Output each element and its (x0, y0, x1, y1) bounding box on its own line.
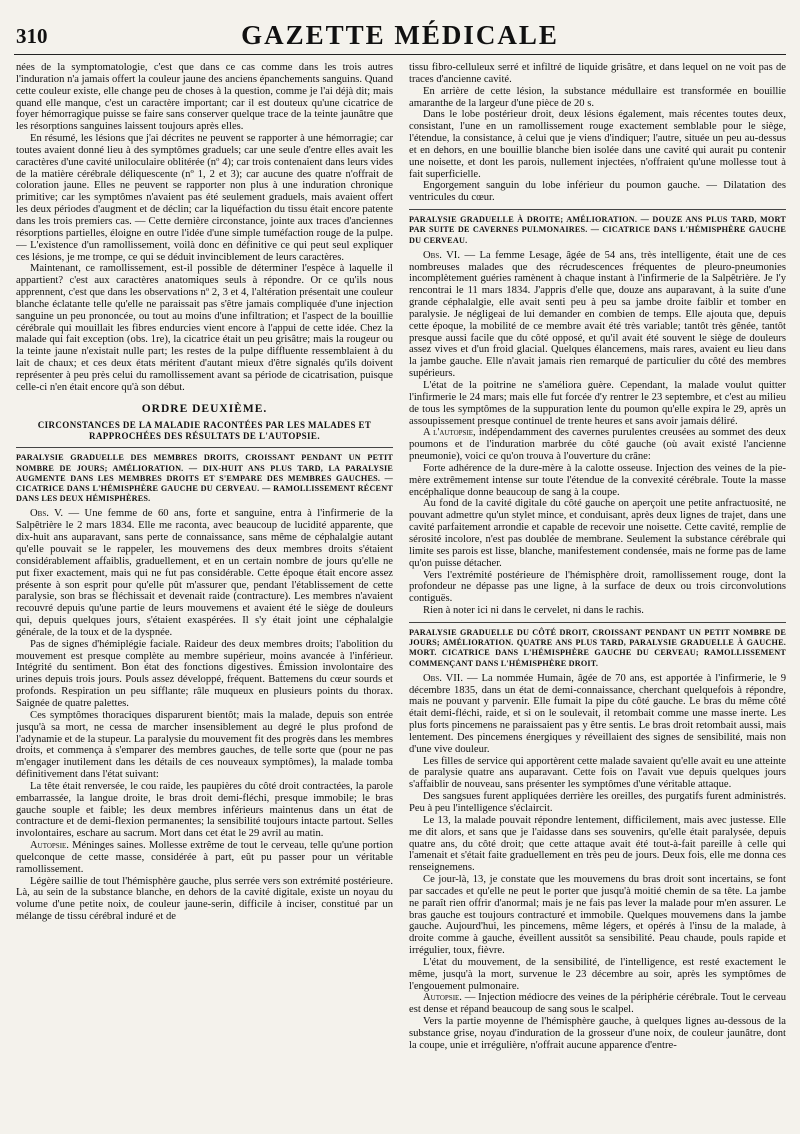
section-subheading: CIRCONSTANCES DE LA MALADIE RACONTÉES PAR LES MALADES ET RAPPROCHÉES DES RÉSULTATS DE L'AUTOPSIE. (37, 420, 372, 442)
section-heading: ORDRE DEUXIÈME. (141, 402, 268, 415)
journal-title: GAZETTE MÉDICALE (241, 20, 559, 50)
paragraph: Les filles de service qui apportèrent cette malade savaient qu'elle avait eu une atteinte de paralysie quatre ans auparavant. Cette fois on l'avait vue depuis quelques jours s'affaiblir de nouveau, sans présenter les symptômes d'une véritable attaque. (409, 755, 786, 791)
observation-label: Obs. VII. (423, 672, 463, 684)
paragraph: Vers la partie moyenne de l'hémisphère gauche, à quelques lignes au-dessous de la substance grise, noyau d'induration de la grosseur d'une noix, de couleur jaunâtre, dont la coupe, unie et irrégulière, n'offrait aucune apparence d'entre- (409, 1016, 786, 1051)
paragraph: Des sangsues furent appliquées derrière les oreilles, des purgatifs furent administrés. Peu à peu l'intelligence s'éclaircit. (409, 791, 786, 814)
autopsy-text: Méninges saines. Mollesse extrême de tout le cerveau, telle qu'une portion quelconque de cette masse, considérée à part, eût pu passer pour un véritable ramollissement. (16, 840, 393, 875)
observation-text: — Une femme de 60 ans, forte et sanguine, entra à l'infirmerie de la Salpêtrière le 2 mars 1834. Elle me raconta, avec beaucoup de lucidité apparente, que dix-huit ans auparavant, sans perte de connaissance, sans même de céphalalgie autant qu'elle pouvait se le rappeler, les mouvemens des deux membres droits s'étaient considérablement affaiblis, graduellement, et en un certain nombre de jours qu'elle ne put fixer exactement, mais qui ne fut pas considérable. Cette époque était encore assez présente à son esprit pour qu'elle pût m'assurer que, pendant l'établissement de cette paralysie, son bras se fléchissait et devenait raide (contracture). Les membres n'avaient recouvré depuis qu'une partie de leurs mouvemens et avaient été le siège de douleurs qui, depuis quelques jours, s'étaient exaspérées. Il s'y était joint une céphalalgie générale, de la toux et de la dyspnée. (16, 508, 393, 638)
paragraph: En résumé, les lésions que j'ai décrites ne peuvent se rapporter à une hémorragie; car toutes avaient donné lieu à des symptômes graduels; car une seule d'entre elles avait les caractères d'une cavité uniloculaire oblitérée (nº 4); car trois contenaient dans leurs vides de la matière cérébrale déliquescente (nº 1, 2 et 3); car aucune des quatre n'offrait de coloration jaune. Elles ne peuvent se rapporter non plus à une induration chronique primitive; car les symptômes n'avaient pas été seulement graduels, mais avaient offert les deux périodes d'augment et de déclin; car la liquéfaction du tissu était encore patente dans les trois premiers cas. — Cette dernière circonstance, jointe aux traces d'anciennes résorptions partielles, éloigne en outre l'idée d'une simple tuméfaction rouge de la pulpe. — L'existence d'un ramollissement, voilà donc en définitive ce qui peut seul expliquer ces lésions, je me trompe, ce qui se déduit invinciblement de leurs caractères. (16, 133, 393, 263)
autopsy-5 (16, 840, 393, 876)
article-body (16, 62, 786, 1126)
paragraph: Vers l'extrémité postérieure de l'hémisphère droit, ramollissement rouge, dont la profondeur ne dépasse pas une ligne, à la surface de deux ou trois circonvolutions contiguës. (409, 569, 786, 605)
paragraph: L'état de la poitrine ne s'améliora guère. Cependant, la malade voulut quitter l'infirmerie le 24 mars; mais elle fut forcée d'y rentrer le 23 septembre, et c'est au milieu de tous les symptômes de la suppuration lente du poumon qu'elle expira le 29, après un assoupissement presque continuel de trente heures et sans avoir jamais déliré. (409, 380, 786, 427)
autopsy-label: A l'autopsie, (423, 427, 476, 439)
autopsy-7 (409, 992, 786, 1016)
observation-text: — La femme Lesage, âgée de 54 ans, très intelligente, était une de ces nombreuses malades que des récrudescences fréquentes de pleuro-pneumonies incomplètement guéries ramènent à chaque instant à l'infirmerie de la Salpêtrière. Je l'y rencontrai le 11 mars 1834. J'appris d'elle que, douze ans auparavant, à la suite d'une grande céphalalgie, elle avait senti peu à peu sa jambe droite faiblir et tomber en paralysie. Je négligeai de lui demander en combien de temps. Elle ajouta que, depuis cette époque, la mobilité de ce membre avait été très variable; tantôt très gênée, tantôt presque aussi facile que du côté opposé, et qu'il avait été souvent le siège de douleurs assez vives et d'un froid glacial. Quelques élancemens, mais rares, avaient eu lieu dans la jambe gauche. Elle n'avait jamais rien remarqué de particulier du côté des membres supérieurs. (409, 249, 786, 380)
left-column (16, 62, 393, 1126)
paragraph: Ces symptômes thoraciques disparurent bientôt; mais la malade, depuis son entrée jusqu'à sa mort, ne cessa de marcher insensiblement au degré le plus profond de l'adynamie et de la stupeur. La paralysie du mouvement fit des progrès dans les membres droits, et commença à s'emparer des membres gauches, de telle sorte que (pour ne pas m'engager inutilement dans les détails de ces nouveaux symptômes), la malade tomba définitivement dans l'état suivant: (16, 709, 393, 781)
autopsy-text: — Injection médiocre des veines de la périphérie cérébrale. Tout le cerveau est dense et répand beaucoup de sang sous le scalpel. (409, 992, 786, 1016)
autopsy-label: Autopsie. (423, 992, 462, 1004)
right-column (409, 62, 786, 1126)
paragraph: Au fond de la cavité digitale du côté gauche on aperçoit une petite anfractuosité, ne pouvant admettre qu'un stylet mince, et conduisant, après deux lignes de trajet, dans une cavité parfaitement arrondie et capable de recevoir une noisette. Cette cavité, remplie de sérosité incolore, n'est pas doublée de membrane. Seulement la substance cérébrale qui limite ses parois est lisse, blanche, manifestement condensée, mais ne forme pas de lame qu'on puisse détacher. (409, 498, 786, 569)
paragraph: Dans le lobe postérieur droit, deux lésions également, mais récentes toutes deux, consistant, l'une en un ramollissement rouge exactement semblable pour le siège, l'étendue, la consistance, à celui que je viens d'indiquer; l'autre, située un peu au-dessus et en dehors, en une bouillie blanche bien isolée dans une cavité qui aurait pu contenir une noisette, et dont les parois, nullement injectées, n'offraient qu'une mollesse tout à fait superficielle. (409, 109, 786, 180)
case-title-obs5: PARALYSIE GRADUELLE DES MEMBRES DROITS, CROISSANT PENDANT UN PETIT NOMBRE DE JOURS; AMÉLIORATION. — DIX-HUIT ANS PLUS TARD, LA PARALYSIE AUGMENTE DANS LES MEMBRES DROITS ET S'EMPARE DES MEMBRES GAUCHES. — CICATRICE DANS L'HÉMISPHÈRE GAUCHE DU CERVEAU. — RAMOLLISSEMENT RÉCENT DANS LES DEUX HÉMISPHÈRES. (16, 453, 393, 504)
case-title-obs6: PARALYSIE GRADUELLE À DROITE; AMÉLIORATION. — DOUZE ANS PLUS TARD, MORT PAR SUITE DE CAVERNES PULMONAIRES. — CICATRICE DANS L'HÉMISPHÈRE GAUCHE DU CERVEAU. (409, 215, 786, 245)
autopsy-label: Autopsie. (30, 840, 69, 852)
paragraph: L'état du mouvement, de la sensibilité, de l'intelligence, est resté exactement le même, jusqu'à la mort, survenue le 23 décembre au soir, après les symptômes de l'engouement pulmonaire. (409, 956, 786, 992)
divider (409, 622, 786, 623)
paragraph: nées de la symptomatologie, c'est que dans ce cas comme dans les trois autres l'induration n'a jamais offert la couleur jaune des anciens épanchements sanguins. Quand cette couleur existe, elle change peu de choses à la question, comme je l'ai déjà dit; mais quand elle manque, c'est un caractère important; car il est douteux qu'une cicatrice de foyer hémorragique puisse se faire sans conserver quelque trace de la teinte jaunâtre que les résorptions sanguines laissent toujours après elles. (16, 62, 393, 133)
observation-label: Obs. VI. (423, 249, 460, 261)
observation-text: — La nommée Humain, âgée de 70 ans, est apportée à l'infirmerie, le 9 décembre 1835, dans un état de demi-connaissance, cherchant quelquefois à répondre, mais ne pouvant y parvenir. Elle fumait la pipe du côté gauche. Le bras du même côté était demi-fléchi, raide, et si on le soulevait, il retombait comme une masse inerte. Les plus forts pincemens ne paraissaient pas y être sentis. Le bras droit retombait aussi, mais lentement. Des pincemens énergiques y réveillaient des signes de sensibilité, mais non d'une vive douleur. (409, 672, 786, 755)
observation-label: Obs. V. (30, 508, 64, 520)
paragraph: Ce jour-là, 13, je constate que les mouvemens du bras droit sont incertains, se font par saccades et qu'elle ne peut le porter que jusqu'à moitié chemin de sa tête. La jambe ne paraît rien offrir d'anormal; mais je ne fais pas lever la malade pour m'en assurer. Le bras gauche est toujours contracturé et immobile. Quelques mouvemens dans la jambe gauche. Aujourd'hui, les pincemens, même légers, et opérés à l'insu de la malade, à droite comme à gauche, éveillent aussitôt sa sensibilité. Peau chaude, pouls rapide et irrégulier, toux, fièvre. (409, 874, 786, 957)
paragraph: La tête était renversée, le cou raide, les paupières du côté droit contractées, la parole embarrassée, la langue droite, le bras droit demi-fléchi, presque immobile; le bras gauche souple et faible; les deux membres inférieurs maintenus dans un état de contracture et de demi-flexion permanentes; la sensibilité toujours intacte partout. Selles involontaires, eschare au sacrum. Mort dans cet état le 29 avril au matin. (16, 780, 393, 840)
autopsy-text: indépendamment des cavernes purulentes creusées au sommet des deux poumons et de l'induration marbrée du côté gauche (où avait existé l'ancienne pneumonie), voici ce qu'on trouva à l'ouverture du crâne: (409, 427, 786, 463)
observation-5 (16, 508, 393, 638)
paragraph: tissu fibro-celluleux serré et infiltré de liquide grisâtre, et dans lequel on ne voit pas de traces d'ancienne cavité. (409, 62, 786, 85)
paragraph: Le 13, la malade pouvait répondre lentement, difficilement, mais avec justesse. Elle me dit alors, et sans que je l'aidasse dans ses souvenirs, qu'elle était paralysée, depuis quatre ans, du côté droit; que cette attaque avait été tout-à-fait pareille à celle qui l'amenait et s'était faite graduellement en très peu de jours. Deux fois, elle me donna ces renseignemens. (409, 814, 786, 874)
paragraph: Forte adhérence de la dure-mère à la calotte osseuse. Injection des veines de la pie-mère extrêmement intense sur toute l'étendue de la convexité cérébrale. Toute la masse encéphalique donne beaucoup de sang à la coupe. (409, 462, 786, 498)
divider (16, 447, 393, 448)
paragraph: Légère saillie de tout l'hémisphère gauche, plus serrée vers son extrémité postérieure. Là, au sein de la substance blanche, en dehors de la cavité digitale, existe un noyau du volume d'une petite noix, de couleur jaune-serin, difficile à inciser, constitué par un mélange de tissu cérébral induré et de (16, 875, 393, 923)
observation-6 (409, 250, 786, 380)
paragraph: Pas de signes d'hémiplégie faciale. Raideur des deux membres droits; l'abolition du mouvement est presque complète au membre supérieur, moins avancée à l'inférieur. Intégrité du sentiment. Bon état des fonctions digestives. Émission involontaire des urines depuis trois jours. Pouls assez développé, fréquent. Battemens du cœur sourds et profonds. Respiration un peu sifflante; râle muqueux en plusieurs points du thorax. Saignée de quatre palettes. (16, 638, 393, 709)
paragraph: Engorgement sanguin du lobe inférieur du poumon gauche. — Dilatation des ventricules du cœur. (409, 180, 786, 204)
paragraph: Maintenant, ce ramollissement, est-il possible de déterminer l'espèce à laquelle il appartient? c'est aux caractères anatomiques seuls à répondre. Or ce qu'ils nous apprennent, c'est que dans les observations nº 2, 3 et 4, l'altération présentait une couleur blanche éclatante telle qu'elle ne paraissait pas s'être jamais compliquée d'une injection sanguine un peu prononcée, ou tout au moins d'une infiltration; et l'aspect de la bouillie cérébrale qui mouillait les fibres endurcies vient encore à l'appui de cette idée. Chez la malade qui fait exception (obs. 1re), la cicatrice était un peu grisâtre; mais la rougeur ou la teinte jaune n'existait nulle part; les restes de la pulpe diffluente ressemblaient à du lait de chaux; et ces deux états méritent d'autant mieux d'être signalés qu'ils doivent représenter à peu près celui du ramollissement avant sa période de cicatrisation, puisque celle-ci n'en était encore qu'à son début. (16, 263, 393, 393)
autopsy-6 (409, 427, 786, 463)
page-header (14, 14, 786, 55)
divider (409, 209, 786, 210)
page-number: 310 (16, 24, 48, 48)
paragraph: En arrière de cette lésion, la substance médullaire est transformée en bouillie amaranthe de la largeur d'une pièce de 20 s. (409, 85, 786, 109)
paragraph: Rien à noter ici ni dans le cervelet, ni dans le rachis. (423, 605, 644, 617)
case-title-obs7: PARALYSIE GRADUELLE DU CÔTÉ DROIT, CROISSANT PENDANT UN PETIT NOMBRE DE JOURS; AMÉLIORATION. QUATRE ANS PLUS TARD, PARALYSIE GRADUELLE À GAUCHE. MORT. CICATRICE DANS L'HÉMISPHÈRE GAUCHE DU CERVEAU; RAMOLLISSEMENT COMMENÇANT DANS L'HÉMISPHÈRE DROIT. (409, 627, 786, 668)
observation-7 (409, 673, 786, 756)
